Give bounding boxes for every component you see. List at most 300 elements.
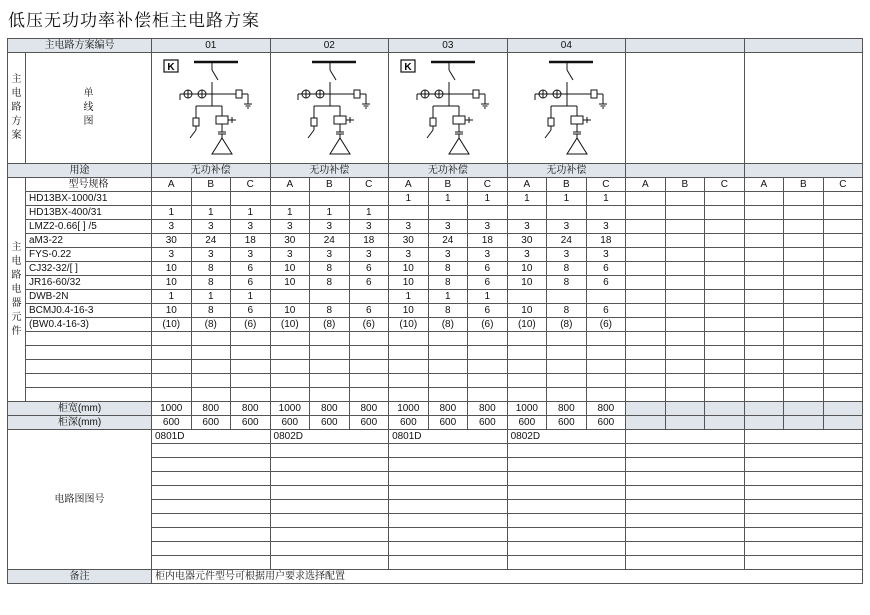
component-qty — [744, 234, 784, 248]
blank-cell — [389, 500, 508, 514]
dimension-value — [626, 402, 666, 416]
blank-cell — [468, 346, 508, 360]
component-qty: 1 — [468, 192, 508, 206]
component-qty: 6 — [349, 262, 389, 276]
blank-cell — [586, 388, 626, 402]
component-qty — [784, 318, 824, 332]
blank-cell — [823, 360, 863, 374]
component-qty — [784, 206, 824, 220]
blank-cell — [626, 500, 745, 514]
blank-cell — [744, 360, 784, 374]
component-qty — [626, 220, 666, 234]
dimension-value: 600 — [191, 416, 231, 430]
usage-value — [744, 164, 863, 178]
component-qty — [784, 304, 824, 318]
blank-cell — [744, 542, 863, 556]
blank-cell — [349, 374, 389, 388]
component-qty — [784, 248, 824, 262]
blank-cell — [191, 346, 231, 360]
component-qty: 24 — [310, 234, 350, 248]
blank-component-row — [8, 374, 863, 388]
blank-cell — [586, 374, 626, 388]
component-qty — [665, 318, 705, 332]
component-qty — [705, 192, 745, 206]
component-qty: 6 — [468, 262, 508, 276]
component-qty: 1 — [586, 192, 626, 206]
component-name: HD13BX-400/31 — [26, 206, 152, 220]
drawing-number — [744, 430, 863, 444]
blank-cell — [389, 528, 508, 542]
component-qty: (6) — [468, 318, 508, 332]
usage-value: 无功补偿 — [507, 164, 626, 178]
blank-cell — [270, 528, 389, 542]
component-qty — [626, 318, 666, 332]
dimension-value: 600 — [389, 416, 429, 430]
component-qty: 24 — [191, 234, 231, 248]
drawing-number: 0802D — [507, 430, 626, 444]
blank-cell — [389, 486, 508, 500]
component-qty — [586, 206, 626, 220]
component-qty — [586, 290, 626, 304]
component-qty: 1 — [191, 290, 231, 304]
blank-cell — [270, 486, 389, 500]
blank-cell — [784, 346, 824, 360]
scheme-number: 02 — [270, 39, 389, 53]
component-qty: 3 — [349, 248, 389, 262]
blank-cell — [744, 388, 784, 402]
blank-cell — [428, 360, 468, 374]
blank-cell — [191, 360, 231, 374]
component-name: LMZ2-0.66[ ] /5 — [26, 220, 152, 234]
subcol-header: A — [152, 178, 192, 192]
subcol-header: B — [191, 178, 231, 192]
blank-cell — [507, 444, 626, 458]
blank-cell — [626, 556, 745, 570]
blank-cell — [270, 360, 310, 374]
blank-cell — [26, 374, 152, 388]
blank-cell — [507, 360, 547, 374]
component-qty: 6 — [349, 304, 389, 318]
component-qty — [705, 262, 745, 276]
component-qty: (8) — [191, 318, 231, 332]
component-qty: 8 — [310, 304, 350, 318]
component-qty: 3 — [191, 220, 231, 234]
component-qty: 10 — [389, 304, 429, 318]
component-qty: 3 — [310, 248, 350, 262]
single-line-diagram-cell — [626, 53, 745, 164]
blank-component-row — [8, 360, 863, 374]
blank-cell — [26, 346, 152, 360]
component-qty: (8) — [310, 318, 350, 332]
component-qty — [152, 192, 192, 206]
component-qty: 30 — [270, 234, 310, 248]
remarks-label: 备注 — [8, 570, 152, 584]
component-qty — [310, 192, 350, 206]
component-qty — [744, 290, 784, 304]
blank-cell — [507, 528, 626, 542]
blank-cell — [626, 444, 745, 458]
component-qty — [784, 262, 824, 276]
blank-cell — [310, 388, 350, 402]
blank-cell — [231, 346, 271, 360]
component-qty: (6) — [231, 318, 271, 332]
blank-cell — [665, 374, 705, 388]
component-qty: 10 — [507, 276, 547, 290]
blank-cell — [152, 374, 192, 388]
component-qty: 10 — [507, 304, 547, 318]
component-qty: 3 — [310, 220, 350, 234]
blank-cell — [507, 500, 626, 514]
dimension-value: 800 — [586, 402, 626, 416]
component-qty — [705, 290, 745, 304]
component-qty: 6 — [349, 276, 389, 290]
dimension-value: 800 — [349, 402, 389, 416]
component-qty: 6 — [231, 304, 271, 318]
scheme-number-row — [8, 39, 863, 53]
component-qty: 6 — [468, 304, 508, 318]
blank-cell — [626, 458, 745, 472]
blank-cell — [349, 360, 389, 374]
dimension-value: 800 — [231, 402, 271, 416]
component-qty — [349, 290, 389, 304]
component-qty: 30 — [152, 234, 192, 248]
scheme-table — [7, 38, 863, 584]
svg-text:K: K — [167, 62, 175, 73]
component-qty: 10 — [152, 262, 192, 276]
blank-cell — [744, 514, 863, 528]
dimension-value: 600 — [507, 416, 547, 430]
blank-cell — [744, 486, 863, 500]
component-qty — [823, 248, 863, 262]
component-qty — [823, 262, 863, 276]
component-qty: 10 — [270, 304, 310, 318]
component-side-label: 主 电 路 电 器 元 件 — [8, 178, 26, 402]
component-qty: 6 — [231, 262, 271, 276]
scheme-number-label: 主电路方案编号 — [8, 39, 152, 53]
component-qty: 1 — [152, 206, 192, 220]
blank-cell — [152, 458, 271, 472]
blank-cell — [231, 388, 271, 402]
blank-cell — [152, 542, 271, 556]
component-qty — [626, 276, 666, 290]
component-qty — [823, 192, 863, 206]
blank-cell — [349, 332, 389, 346]
component-qty — [823, 304, 863, 318]
blank-cell — [547, 332, 587, 346]
subcol-header: A — [270, 178, 310, 192]
blank-cell — [270, 542, 389, 556]
component-qty — [626, 262, 666, 276]
blank-cell — [191, 374, 231, 388]
component-qty — [705, 234, 745, 248]
blank-cell — [270, 332, 310, 346]
blank-cell — [823, 374, 863, 388]
component-qty: 6 — [231, 276, 271, 290]
component-qty — [547, 290, 587, 304]
subcol-header: B — [547, 178, 587, 192]
component-qty: 1 — [389, 192, 429, 206]
component-qty — [823, 318, 863, 332]
blank-cell — [705, 360, 745, 374]
blank-cell — [270, 556, 389, 570]
dimension-value: 600 — [270, 416, 310, 430]
component-qty: 10 — [270, 276, 310, 290]
blank-cell — [231, 360, 271, 374]
blank-cell — [389, 346, 429, 360]
component-qty: 3 — [270, 248, 310, 262]
component-qty — [784, 290, 824, 304]
component-qty: 3 — [152, 220, 192, 234]
blank-cell — [310, 332, 350, 346]
component-qty — [665, 290, 705, 304]
dimension-value: 800 — [191, 402, 231, 416]
dimension-value: 600 — [310, 416, 350, 430]
component-qty — [784, 220, 824, 234]
dimension-value: 600 — [586, 416, 626, 430]
component-qty: 6 — [468, 276, 508, 290]
component-name: FYS-0.22 — [26, 248, 152, 262]
blank-cell — [744, 556, 863, 570]
component-qty: 3 — [231, 220, 271, 234]
component-row — [8, 262, 863, 276]
single-line-diagram-cell — [389, 53, 508, 164]
blank-cell — [784, 360, 824, 374]
component-qty — [744, 318, 784, 332]
component-row — [8, 220, 863, 234]
remarks-text: 柜内电器元件型号可根据用户要求选择配置 — [152, 570, 863, 584]
blank-cell — [507, 374, 547, 388]
component-qty — [705, 248, 745, 262]
component-name: CJ32-32/[ ] — [26, 262, 152, 276]
component-qty: 10 — [389, 262, 429, 276]
component-qty: (10) — [270, 318, 310, 332]
component-row — [8, 290, 863, 304]
component-qty: 1 — [270, 206, 310, 220]
blank-cell — [389, 514, 508, 528]
component-qty: 3 — [389, 248, 429, 262]
component-qty — [665, 276, 705, 290]
component-qty: 18 — [231, 234, 271, 248]
blank-cell — [507, 332, 547, 346]
blank-cell — [705, 332, 745, 346]
subcol-header: C — [705, 178, 745, 192]
component-qty — [191, 192, 231, 206]
component-qty: 24 — [428, 234, 468, 248]
component-qty: 3 — [507, 220, 547, 234]
component-qty: (8) — [547, 318, 587, 332]
component-qty — [626, 290, 666, 304]
model-spec-header: 型号规格 — [26, 178, 152, 192]
blank-cell — [270, 514, 389, 528]
component-qty — [744, 248, 784, 262]
depth-row-label: 柜深(mm) — [8, 416, 152, 430]
blank-cell — [468, 332, 508, 346]
dimension-value — [705, 402, 745, 416]
subcol-header: C — [349, 178, 389, 192]
component-qty — [626, 234, 666, 248]
component-qty: 10 — [389, 276, 429, 290]
main-circuit-side-label: 主 电 路 方 案 — [8, 53, 26, 164]
blank-cell — [507, 388, 547, 402]
blank-cell — [270, 346, 310, 360]
component-qty: 3 — [231, 248, 271, 262]
subcol-header: A — [744, 178, 784, 192]
component-qty — [823, 220, 863, 234]
blank-cell — [389, 388, 429, 402]
blank-cell — [152, 472, 271, 486]
blank-cell — [270, 374, 310, 388]
dimension-value: 1000 — [152, 402, 192, 416]
blank-cell — [744, 332, 784, 346]
blank-cell — [428, 332, 468, 346]
blank-cell — [744, 444, 863, 458]
k-box — [401, 60, 415, 73]
blank-cell — [310, 374, 350, 388]
component-qty: 8 — [428, 262, 468, 276]
blank-cell — [231, 332, 271, 346]
component-qty: 1 — [507, 192, 547, 206]
component-qty: 3 — [468, 220, 508, 234]
component-qty — [507, 206, 547, 220]
component-qty: (6) — [349, 318, 389, 332]
blank-cell — [586, 346, 626, 360]
blank-cell — [389, 556, 508, 570]
subcol-header: C — [586, 178, 626, 192]
component-qty — [231, 192, 271, 206]
blank-cell — [310, 360, 350, 374]
scheme-number: 01 — [152, 39, 271, 53]
drawing-number: 0801D — [152, 430, 271, 444]
component-qty: 3 — [349, 220, 389, 234]
subcol-header: C — [823, 178, 863, 192]
width-row — [8, 402, 863, 416]
blank-cell — [586, 360, 626, 374]
dimension-value — [665, 402, 705, 416]
component-qty: 30 — [389, 234, 429, 248]
blank-cell — [507, 542, 626, 556]
blank-cell — [626, 374, 666, 388]
component-qty: 1 — [428, 290, 468, 304]
dimension-value: 600 — [468, 416, 508, 430]
component-qty: (10) — [507, 318, 547, 332]
blank-cell — [547, 388, 587, 402]
component-row — [8, 206, 863, 220]
blank-cell — [389, 332, 429, 346]
component-qty: 1 — [152, 290, 192, 304]
component-qty — [705, 318, 745, 332]
component-qty: 3 — [586, 248, 626, 262]
scheme-number: 04 — [507, 39, 626, 53]
blank-component-row — [8, 388, 863, 402]
component-qty: 1 — [310, 206, 350, 220]
component-qty — [270, 192, 310, 206]
blank-cell — [626, 486, 745, 500]
usage-value: 无功补偿 — [389, 164, 508, 178]
blank-cell — [26, 332, 152, 346]
single-line-diagram-cell — [270, 53, 389, 164]
blank-cell — [744, 528, 863, 542]
blank-cell — [152, 444, 271, 458]
component-name: BCMJ0.4-16-3 — [26, 304, 152, 318]
dimension-value: 800 — [547, 402, 587, 416]
component-row — [8, 276, 863, 290]
blank-cell — [547, 374, 587, 388]
blank-cell — [152, 528, 271, 542]
component-qty: 8 — [547, 304, 587, 318]
blank-cell — [152, 360, 192, 374]
component-qty — [428, 206, 468, 220]
blank-cell — [665, 360, 705, 374]
scheme-number — [744, 39, 863, 53]
component-qty: 3 — [152, 248, 192, 262]
component-qty: 3 — [428, 248, 468, 262]
blank-cell — [389, 374, 429, 388]
blank-cell — [744, 500, 863, 514]
dimension-value: 600 — [349, 416, 389, 430]
dimension-value: 600 — [547, 416, 587, 430]
component-name: HD13BX-1000/31 — [26, 192, 152, 206]
usage-value: 无功补偿 — [270, 164, 389, 178]
component-qty: 18 — [468, 234, 508, 248]
dimension-value: 800 — [428, 402, 468, 416]
component-qty — [626, 248, 666, 262]
blank-cell — [823, 332, 863, 346]
subcol-header: B — [665, 178, 705, 192]
blank-cell — [665, 346, 705, 360]
component-qty — [626, 206, 666, 220]
k-box — [164, 60, 178, 73]
dimension-value — [784, 416, 824, 430]
usage-label: 用途 — [8, 164, 152, 178]
component-qty: 8 — [547, 262, 587, 276]
component-qty: 6 — [586, 276, 626, 290]
blank-cell — [586, 332, 626, 346]
blank-cell — [626, 388, 666, 402]
component-qty: 30 — [507, 234, 547, 248]
blank-cell — [191, 388, 231, 402]
component-name: JR16-60/32 — [26, 276, 152, 290]
component-qty — [389, 206, 429, 220]
blank-cell — [507, 472, 626, 486]
component-qty: 18 — [586, 234, 626, 248]
component-qty: 1 — [468, 290, 508, 304]
blank-cell — [468, 374, 508, 388]
component-qty: (8) — [428, 318, 468, 332]
blank-cell — [665, 332, 705, 346]
component-qty: 3 — [270, 220, 310, 234]
drawing-number-row — [8, 430, 863, 444]
component-qty — [823, 234, 863, 248]
dimension-value: 1000 — [507, 402, 547, 416]
usage-row — [8, 164, 863, 178]
component-qty: (10) — [152, 318, 192, 332]
blank-cell — [823, 346, 863, 360]
component-qty: 3 — [586, 220, 626, 234]
blank-cell — [705, 388, 745, 402]
component-qty: 10 — [507, 262, 547, 276]
single-line-diagram — [511, 56, 621, 160]
blank-cell — [547, 360, 587, 374]
component-qty: 1 — [428, 192, 468, 206]
dimension-value: 600 — [428, 416, 468, 430]
component-name: DWB-2N — [26, 290, 152, 304]
component-qty: 8 — [191, 276, 231, 290]
component-qty — [784, 234, 824, 248]
blank-cell — [626, 332, 666, 346]
subcol-header: C — [468, 178, 508, 192]
component-qty: 1 — [191, 206, 231, 220]
component-qty — [626, 192, 666, 206]
